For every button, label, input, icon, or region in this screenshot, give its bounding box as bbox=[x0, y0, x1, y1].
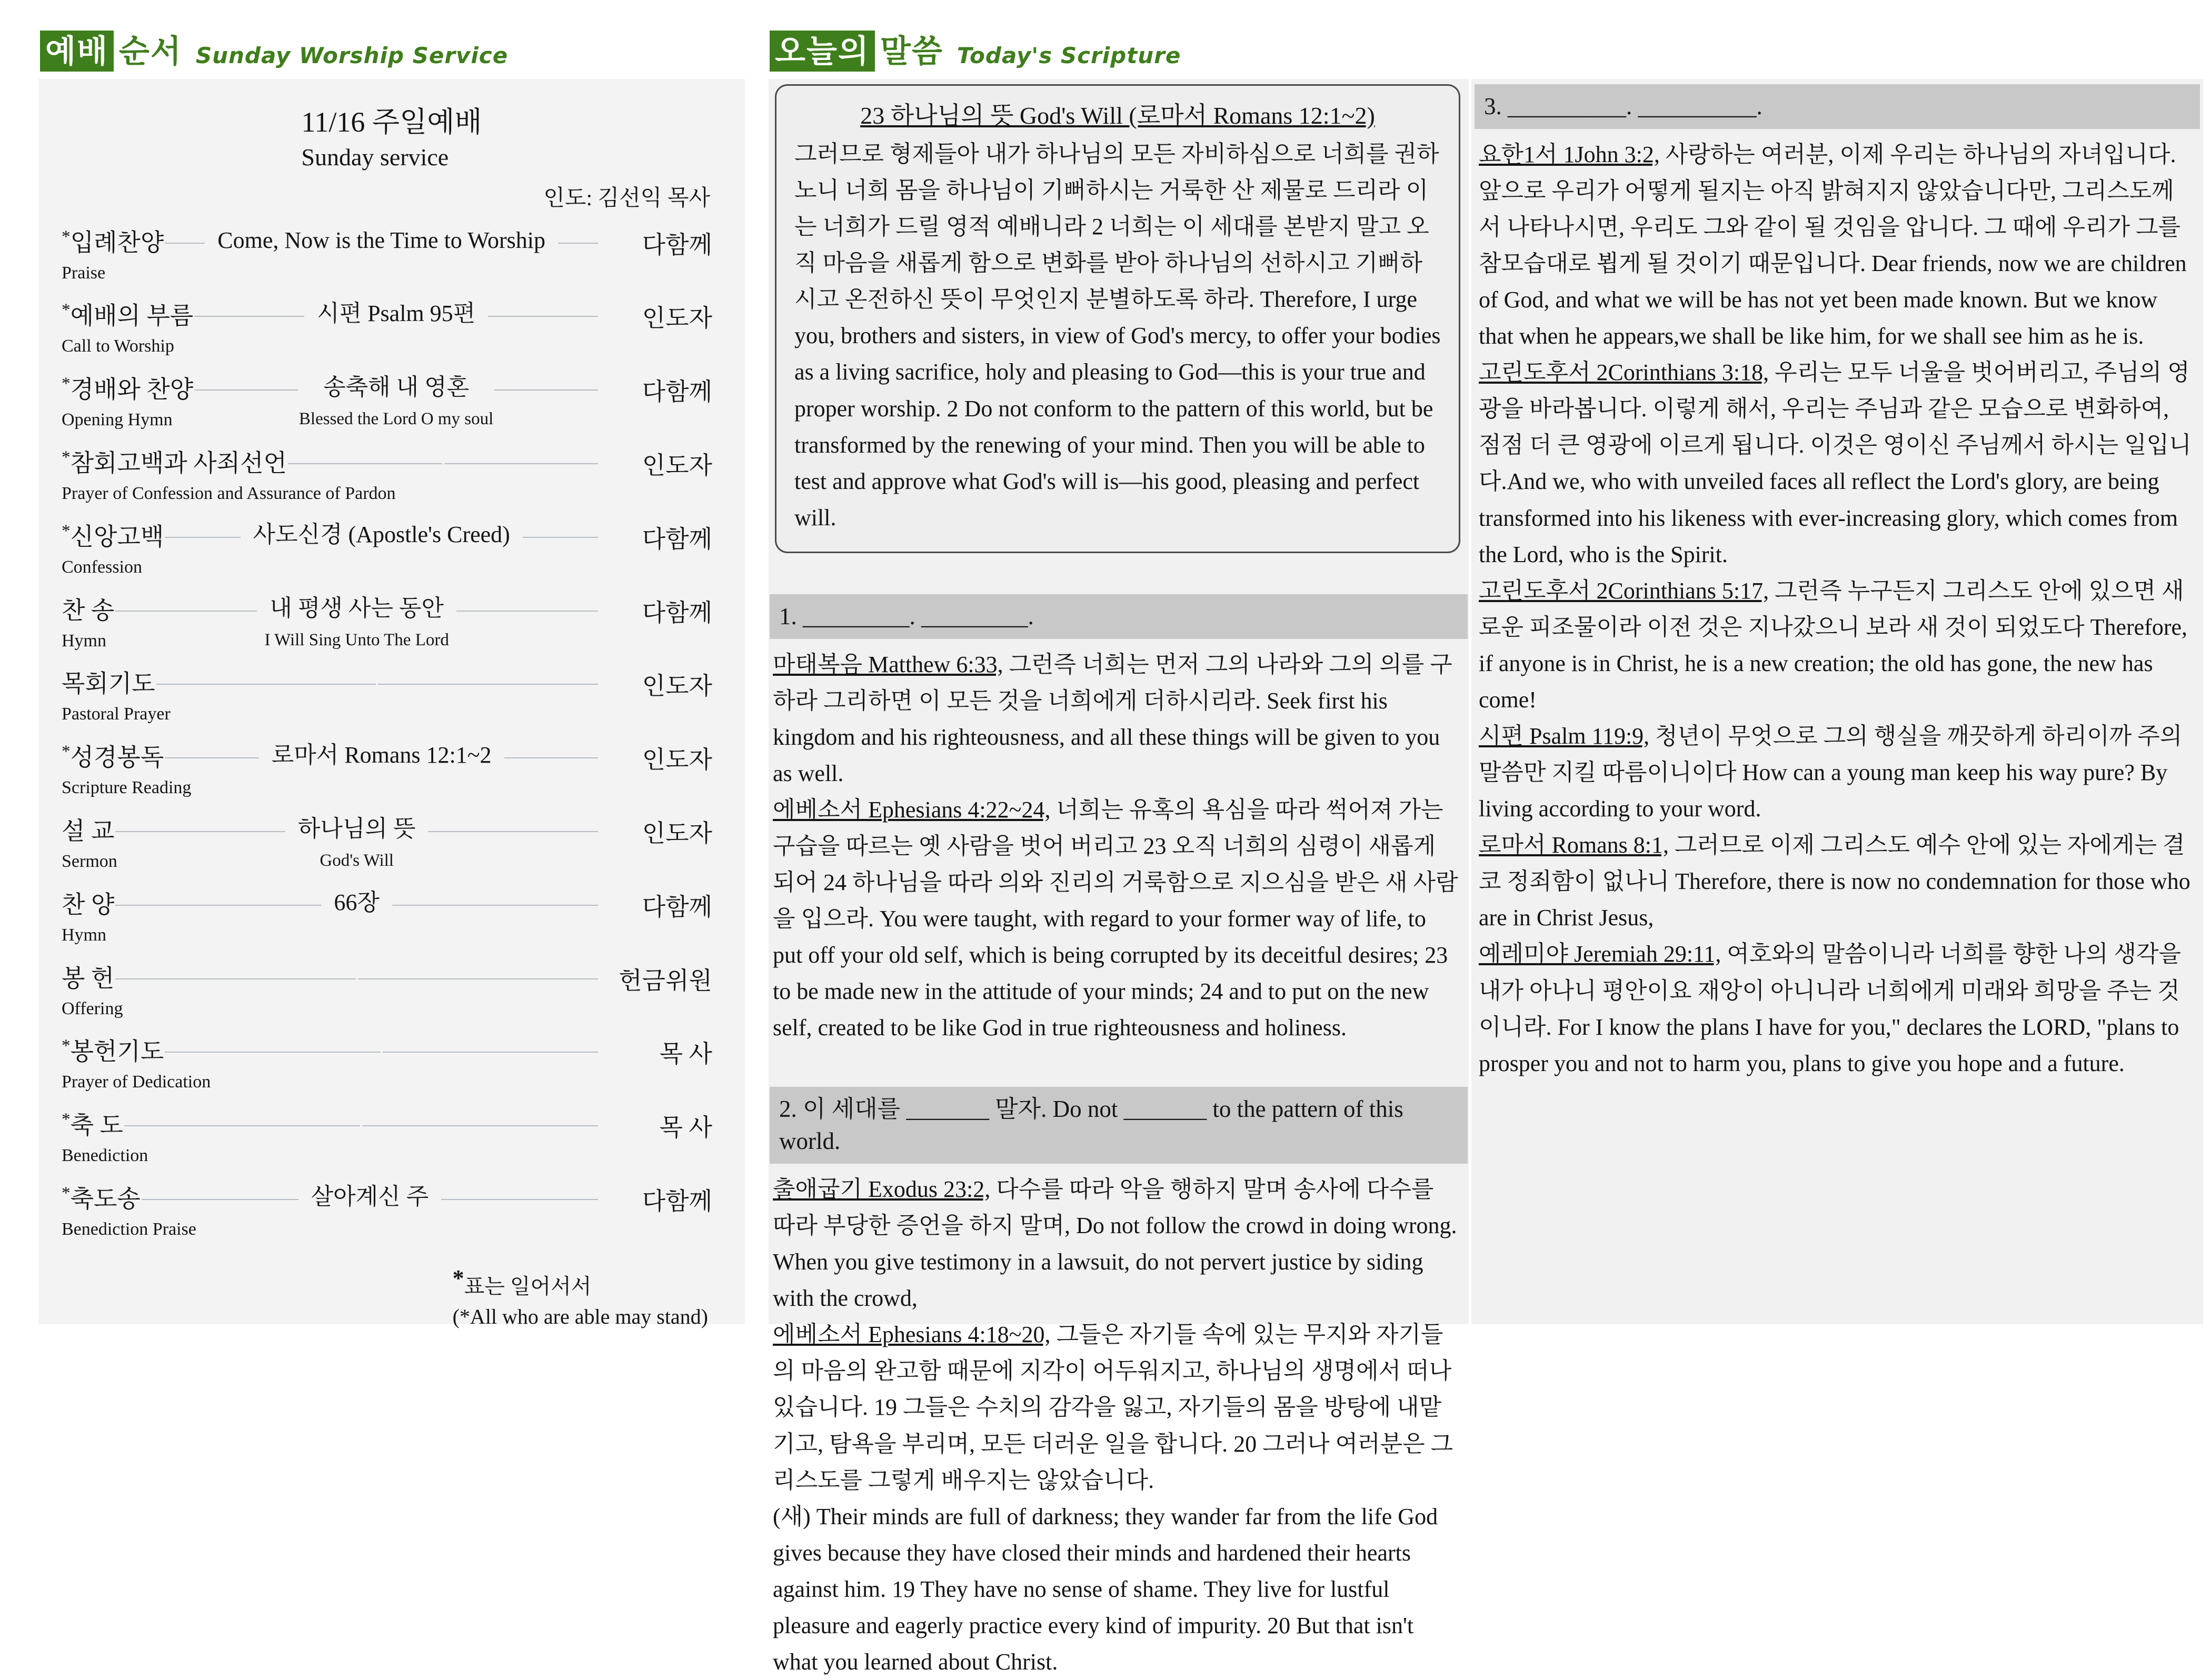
scripture-paragraph bbox=[773, 1316, 1461, 1498]
todays-scripture-title: 말씀 bbox=[880, 34, 943, 69]
worship-order-header bbox=[40, 31, 508, 72]
scripture-reference: 요한1서 1John 3:2, bbox=[1479, 141, 1660, 167]
scripture-panel-2 bbox=[1471, 79, 2203, 1324]
scripture-paragraph bbox=[1479, 354, 2194, 572]
scripture-paragraph bbox=[1479, 936, 2194, 1081]
leader-line bbox=[523, 537, 598, 538]
order-of-worship-list bbox=[38, 212, 745, 1241]
leader-line bbox=[441, 1199, 598, 1200]
item-role: 다함께 bbox=[642, 893, 712, 921]
scripture-reference: 에베소서 Ephesians 4:22~24, bbox=[773, 796, 1051, 823]
leader-line bbox=[194, 316, 304, 317]
sermon-point-3-heading: 3. __________. __________. bbox=[1475, 84, 2200, 129]
stand-asterisk: * bbox=[62, 300, 71, 320]
scripture-reference: 출애굽기 Exodus 23:2, bbox=[773, 1176, 991, 1202]
service-leader: 인도: 김선익 목사 bbox=[543, 186, 710, 211]
todays-scripture-subtitle: Today's Scripture bbox=[957, 43, 1181, 68]
item-label-en: Hymn bbox=[62, 925, 106, 945]
item-label-kr: 축도송 bbox=[70, 1185, 141, 1213]
leader-line bbox=[378, 684, 598, 685]
item-label-en: Call to Worship bbox=[62, 336, 174, 356]
item-label-en: Offering bbox=[62, 998, 123, 1018]
main-scripture-box bbox=[775, 84, 1460, 553]
stand-asterisk: * bbox=[62, 742, 71, 762]
order-item-benediction-praise bbox=[62, 1182, 712, 1241]
scripture-panel-1 bbox=[769, 79, 1469, 1675]
order-item-offering bbox=[62, 962, 712, 1020]
order-item-sermon bbox=[62, 814, 712, 873]
order-item-confession-pardon bbox=[62, 446, 712, 505]
scripture-paragraph bbox=[1479, 573, 2194, 718]
item-label-en: Benediction Praise bbox=[62, 1219, 196, 1239]
item-label-kr: 설 교 bbox=[62, 817, 115, 845]
item-content: 내 평생 사는 동안 bbox=[270, 595, 444, 621]
item-label-kr: 성경봉독 bbox=[70, 744, 164, 771]
scripture-paragraph bbox=[1479, 827, 2194, 936]
item-label-kr: 봉헌기도 bbox=[70, 1038, 164, 1065]
sermon-point-2-heading: 2. 이 세대를 _______ 말자. Do not _______ to the pattern of this world. bbox=[770, 1087, 1468, 1164]
scripture-reference: 시편 Psalm 119:9, bbox=[1479, 723, 1650, 749]
item-label-kr: 입례찬양 bbox=[70, 229, 164, 256]
scripture-text: 너희는 유혹의 욕심을 따라 썩어져 가는 구습을 따르는 옛 사람을 벗어 버리고 23 오직 너희의 심령이 새롭게 되어 24 하나님을 따라 의와 진리의 거룩함으로 지으심을 받은 새 사람을 입으라. You were taught, with regard to your former way of life, to put off your old self, which is being corrupted by its deceitful desires; 23 to be made new in the attitude of your minds; 24 and to put on the new self, created to be like God in true righteousness and holiness. bbox=[773, 796, 1458, 1041]
item-role: 목 사 bbox=[659, 1041, 712, 1068]
sermon-point-1-heading: 1. _________. _________. bbox=[770, 594, 1468, 639]
item-label-kr: 축 도 bbox=[70, 1112, 123, 1139]
scripture-reference: 고린도후서 2Corinthians 5:17, bbox=[1479, 577, 1769, 604]
todays-scripture-header bbox=[770, 31, 1181, 72]
stand-asterisk: * bbox=[62, 447, 71, 467]
scripture-text: 다수를 따라 악을 행하지 말며 송사에 다수를 따라 부당한 증언을 하지 말며, Do not follow the crowd in doing wrong. When you give testimony in a lawsuit, do not pervert justice by siding with the crowd, bbox=[773, 1176, 1457, 1312]
item-content: 로마서 Romans 12:1~2 bbox=[271, 742, 492, 768]
scripture-text: 여호와의 말씀이니라 너희를 향한 나의 생각을 내가 아나니 평안이요 재앙이 아니니라 너희에게 미래와 희망을 주는 것이니라. For I know the plans I have for you," declares the LORD, "plans to prosper you and not to harm you, plans to give you hope and a future. bbox=[1479, 941, 2181, 1076]
item-label-kr: 목회기도 bbox=[62, 670, 155, 697]
leader-line bbox=[165, 243, 205, 244]
leader-line bbox=[156, 684, 376, 685]
item-content: 하나님의 뜻 bbox=[297, 816, 416, 842]
scripture-text: (새) Their minds are full of darkness; they wander far from the life God gives because they have closed their minds and hardened their hearts against him. 19 They have no sense of shame. They live for lustful pleasure and eagerly practice every kind of impurity. 20 But that isn't what you learned about Christ. bbox=[773, 1503, 1438, 1675]
scripture-paragraph bbox=[773, 792, 1461, 1046]
item-role: 인도자 bbox=[642, 305, 712, 332]
stand-asterisk: * bbox=[62, 374, 71, 394]
item-role: 다함께 bbox=[642, 599, 712, 626]
footnote-korean: 표는 일어서서 bbox=[464, 1274, 592, 1298]
item-label-kr: 참회고백과 사죄선언 bbox=[70, 449, 287, 477]
scripture-text: 그들은 자기들 속에 있는 무지와 자기들의 마음의 완고함 때문에 지각이 어두워지고, 하나님의 생명에서 떠나 있습니다. 19 그들은 수치의 감각을 잃고, 자기들의 몸을 방탕에 내맡기고, 탐욕을 부리며, 모든 더러운 일을 합니다. 20 그러나 여러분은 그리스도를 그렇게 배우지는 않았습니다. bbox=[773, 1322, 1453, 1493]
leader-line bbox=[362, 1125, 598, 1126]
item-label-en: Prayer of Confession and Assurance of Pardon bbox=[62, 484, 396, 504]
item-label-en: Scripture Reading bbox=[62, 778, 192, 798]
leader-line bbox=[444, 463, 599, 464]
order-item-prayer-of-dedication bbox=[62, 1035, 712, 1093]
item-label-en: Praise bbox=[62, 263, 106, 283]
leader-line bbox=[115, 978, 355, 979]
footnote-asterisk: * bbox=[452, 1265, 464, 1291]
scripture-paragraph bbox=[773, 646, 1461, 792]
item-role: 인도자 bbox=[642, 746, 712, 774]
leader-line bbox=[428, 831, 598, 832]
leader-line bbox=[165, 537, 240, 538]
leader-line bbox=[358, 978, 598, 979]
item-role: 인도자 bbox=[642, 452, 712, 479]
item-role: 목 사 bbox=[659, 1114, 712, 1142]
item-content-sub: Blessed the Lord O my soul bbox=[298, 409, 494, 429]
item-content: 살아계신 주 bbox=[311, 1184, 429, 1210]
item-label-en: Hymn bbox=[62, 631, 106, 651]
worship-order-title: 순서 bbox=[118, 34, 182, 69]
order-item-scripture-reading bbox=[62, 741, 712, 799]
sermon-point-3 bbox=[1471, 79, 2203, 1082]
scripture-box-title: 23 하나님의 뜻 God's Will (로마서 Romans 12:1~2) bbox=[860, 102, 1375, 129]
leader-line bbox=[124, 1125, 360, 1126]
stand-asterisk: * bbox=[62, 521, 71, 541]
order-item-call-to-worship bbox=[62, 299, 712, 357]
leader-line bbox=[115, 831, 285, 832]
scripture-text: 청년이 무엇으로 그의 행실을 깨끗하게 하리이까 주의 말씀만 지킬 따름이니이다 How can a young man keep his way pure? By living according to your word. bbox=[1479, 723, 2183, 822]
worship-order-badge: 예배 bbox=[40, 31, 114, 72]
leader-line bbox=[392, 905, 598, 906]
item-role: 다함께 bbox=[642, 231, 712, 258]
scripture-paragraph bbox=[773, 1498, 1461, 1680]
scripture-paragraph bbox=[773, 1171, 1461, 1316]
stand-footnote bbox=[453, 1262, 708, 1332]
leader-line bbox=[165, 757, 258, 758]
order-item-creed bbox=[62, 520, 712, 578]
leader-line bbox=[288, 463, 442, 464]
scripture-box-body: 그러므로 형제들아 내가 하나님의 모든 자비하심으로 너희를 권하노니 너희 몸을 하나님이 기뻐하시는 거룩한 산 제물로 드리라 이는 너희가 드릴 영적 예배니라 2 너희는 이 세대를 본받지 말고 오직 마음을 새롭게 함으로 변화를 받아 하나님의 선하시고 기뻐하시고 온전하신 뜻이 무엇인지 분별하도록 하라. Therefore, I urge you, brothers and sisters, in view of God's mercy, to offer your bodies as a living sacrifice, holy and pleasing to God—this is your true and proper worship. 2 Do not conform to the pattern of this world, but be transformed by the renewing of your mind. Then you will be able to test and approve what God's will is—his good, pleasing and perfect will. bbox=[794, 141, 1441, 531]
item-role: 다함께 bbox=[642, 1188, 712, 1215]
scripture-paragraph bbox=[1479, 136, 2194, 354]
leader-line bbox=[383, 1052, 598, 1053]
item-content: 사도신경 (Apostle's Creed) bbox=[253, 521, 510, 547]
item-content: 시편 Psalm 95편 bbox=[317, 301, 476, 327]
leader-line bbox=[504, 757, 598, 758]
order-item-hymn-of-response bbox=[62, 888, 712, 946]
item-content: 66장 bbox=[334, 889, 380, 915]
leader-line bbox=[456, 611, 598, 612]
item-role: 다함께 bbox=[642, 525, 712, 553]
item-content: 송축해 내 영혼 bbox=[323, 374, 470, 401]
scripture-reference: 에베소서 Ephesians 4:18~20, bbox=[773, 1322, 1051, 1348]
item-label-en: Opening Hymn bbox=[62, 410, 173, 430]
item-role: 인도자 bbox=[642, 673, 712, 700]
order-item-benediction bbox=[62, 1108, 712, 1167]
scripture-reference: 로마서 Romans 8:1, bbox=[1479, 832, 1669, 858]
leader-line bbox=[115, 905, 321, 906]
item-label-en: Sermon bbox=[62, 852, 117, 872]
todays-scripture-badge: 오늘의 bbox=[770, 31, 875, 72]
item-label-kr: 찬 양 bbox=[62, 891, 115, 918]
sermon-point-2 bbox=[769, 1087, 1469, 1680]
order-item-opening-hymn bbox=[62, 373, 712, 431]
scripture-reference: 마태복음 Matthew 6:33, bbox=[773, 651, 1003, 677]
leader-line bbox=[488, 316, 598, 317]
item-label-en: Prayer of Dedication bbox=[62, 1072, 211, 1092]
leader-line bbox=[194, 389, 298, 391]
scripture-reference: 고린도후서 2Corinthians 3:18, bbox=[1479, 359, 1769, 386]
order-item-praise bbox=[62, 226, 712, 284]
service-title-korean: 11/16 주일예배 bbox=[301, 106, 482, 138]
leader-line bbox=[558, 243, 598, 244]
leader-line bbox=[142, 1199, 298, 1200]
order-item-hymn bbox=[62, 594, 712, 652]
footnote-english: (*All who are able may stand) bbox=[452, 1305, 708, 1329]
item-role: 다함께 bbox=[642, 378, 712, 406]
item-role: 인도자 bbox=[642, 820, 712, 847]
stand-asterisk: * bbox=[62, 1036, 71, 1056]
worship-order-subtitle: Sunday Worship Service bbox=[195, 43, 509, 68]
item-label-en: Pastoral Prayer bbox=[62, 704, 171, 724]
item-content-sub: God's Will bbox=[320, 851, 394, 871]
service-title-english: Sunday service bbox=[301, 143, 449, 171]
scripture-text: 그러므로 이제 그리스도 예수 안에 있는 자에게는 결코 정죄함이 없나니 Therefore, there is now no condemnation for those who are in Christ Jesus, bbox=[1479, 832, 2190, 931]
scripture-text: 그런즉 너희는 먼저 그의 나라와 그의 의를 구하라 그리하면 이 모든 것을 너희에게 더하시리라. Seek first his kingdom and his righteousness, and all these things will be given to you as well. bbox=[773, 651, 1452, 786]
item-content-sub: I Will Sing Unto The Lord bbox=[264, 630, 449, 649]
stand-asterisk: * bbox=[62, 1109, 71, 1129]
item-label-kr: 찬 송 bbox=[62, 597, 115, 624]
leader-line bbox=[115, 611, 257, 612]
sermon-point-1 bbox=[769, 594, 1469, 1046]
service-title bbox=[301, 79, 482, 173]
item-label-kr: 봉 헌 bbox=[62, 964, 115, 992]
order-item-pastoral-prayer bbox=[62, 667, 712, 725]
worship-order-panel bbox=[38, 79, 745, 1329]
scripture-reference: 예레미야 Jeremiah 29:11, bbox=[1479, 941, 1721, 967]
item-role: 헌금위원 bbox=[619, 967, 712, 994]
item-label-kr: 신앙고백 bbox=[70, 523, 164, 551]
item-label-kr: 경배와 찬양 bbox=[70, 376, 194, 403]
scripture-text: 사랑하는 여러분, 이제 우리는 하나님의 자녀입니다. 앞으로 우리가 어떻게 될지는 아직 밝혀지지 않았습니다만, 그리스도께서 나타나시면, 우리도 그와 같이 될 것임을 압니다. 그 때에 우리가 그를 참모습대로 뵙게 될 것이기 때문입니다. Dear friends, now we are children of God, and what we will be has not yet been made known. But we know that when he appears,we shall be like him, for we shall see him as he is. bbox=[1479, 141, 2187, 349]
stand-asterisk: * bbox=[62, 226, 71, 246]
leader-line bbox=[494, 389, 598, 391]
scripture-text: 우리는 모두 너울을 벗어버리고, 주님의 영광을 바라봅니다. 이렇게 해서, 우리는 주님과 같은 모습으로 변화하여, 점점 더 큰 영광에 이르게 됩니다. 이것은 영이신 주님께서 하시는 일입니다.And we, who with unveiled faces all reflect the Lord's glory, are being transformed into his likeness with ever-increasing glory, which comes from the Lord, who is the Spirit. bbox=[1479, 359, 2192, 567]
scripture-text: 그런즉 누구든지 그리스도 안에 있으면 새로운 피조물이라 이전 것은 지나갔으니 보라 새 것이 되었도다 Therefore, if anyone is in Christ, he is a new creation; the old has gone, the new has come! bbox=[1479, 577, 2188, 713]
leader-line bbox=[165, 1052, 380, 1053]
item-label-en: Benediction bbox=[62, 1146, 148, 1166]
item-content: Come, Now is the Time to Worship bbox=[217, 227, 545, 253]
scripture-paragraph bbox=[1479, 718, 2194, 827]
stand-asterisk: * bbox=[62, 1183, 71, 1203]
item-label-en: Confession bbox=[62, 557, 142, 577]
item-label-kr: 예배의 부름 bbox=[70, 302, 194, 329]
